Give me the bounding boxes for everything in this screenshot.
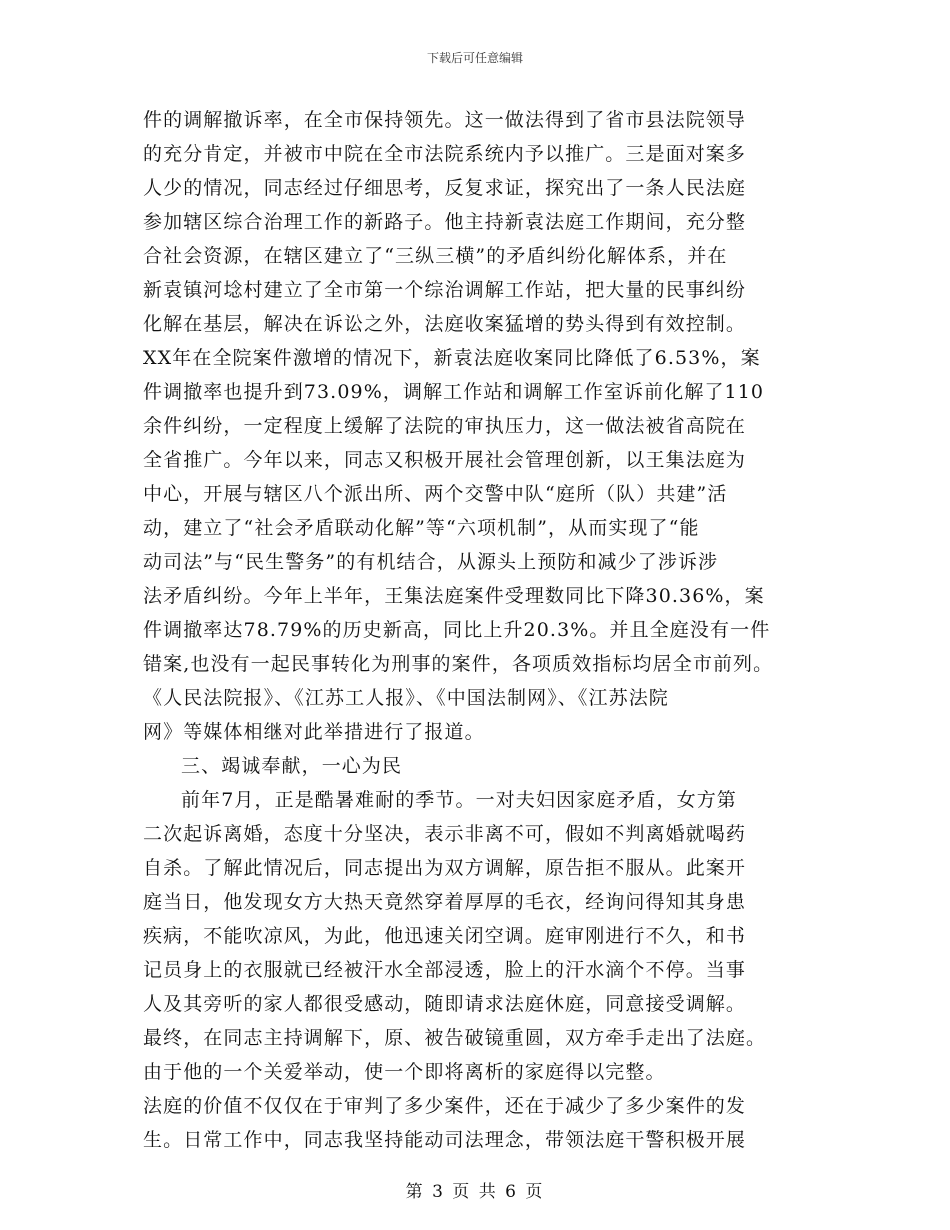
section-heading: 三、竭诚奉献，一心为民 <box>181 755 403 777</box>
header-note: 下载后可任意编辑 <box>426 51 523 65</box>
text-line: 化解在基层，解决在诉讼之外，法庭收案猛增的势头得到有效控制。 <box>143 313 747 335</box>
text-line: 错案,也没有一起民事转化为刑事的案件，各项质效指标均居全市前列。 <box>143 653 774 675</box>
text-line: 法矛盾纠纷。今年上半年，王集法庭案件受理数同比下降30.36%，案 <box>143 585 765 607</box>
text-line: 由于他的一个关爱举动，使一个即将离析的家庭得以完整。 <box>143 1061 666 1083</box>
text-line: 余件纠纷，一定程度上缓解了法院的审执压力，这一做法被省高院在 <box>143 415 747 437</box>
body-text <box>143 103 823 1157</box>
text-line: 生。日常工作中，同志我坚持能动司法理念，带领法庭干警积极开展 <box>143 1129 747 1151</box>
text-line: 庭当日，他发现女方大热天竟然穿着厚厚的毛衣，经询问得知其身患 <box>143 891 747 913</box>
text-line: 全省推广。今年以来，同志又积极开展社会管理创新，以王集法庭为 <box>143 449 747 471</box>
text-line: 记员身上的衣服就已经被汗水全部浸透，脸上的汗水滴个不停。当事 <box>143 959 747 981</box>
text-line: 人少的情况，同志经过仔细思考，反复求证，探究出了一条人民法庭 <box>143 177 747 199</box>
text-line: 参加辖区综合治理工作的新路子。他主持新袁法庭工作期间，充分整 <box>143 211 747 233</box>
text-line: 件调撤率也提升到73.09%，调解工作站和调解工作室诉前化解了110 <box>143 381 765 403</box>
text-line: 网》等媒体相继对此举措进行了报道。 <box>143 721 485 743</box>
text-line: 法庭的价值不仅仅在于审判了多少案件，还在于减少了多少案件的发 <box>143 1095 747 1117</box>
text-line: 人及其旁听的家人都很受感动，随即请求法庭休庭，同意接受调解。 <box>143 993 747 1015</box>
text-line: 动司法”与“民生警务”的有机结合，从源头上预防和减少了涉诉涉 <box>143 551 719 573</box>
text-line: 件调撤率达78.79%的历史新高，同比上升20.3%。并且全庭没有一件 <box>143 619 771 641</box>
text-line: 疾病，不能吹凉风，为此，他迅速关闭空调。庭审刚进行不久，和书 <box>143 925 747 947</box>
text-line: 二次起诉离婚，态度十分坚决，表示非离不可，假如不判离婚就喝药 <box>143 823 747 845</box>
text-line: 的充分肯定，并被市中院在全市法院系统内予以推广。三是面对案多 <box>143 143 747 165</box>
text-line: 自杀。了解此情况后，同志提出为双方调解，原告拒不服从。此案开 <box>143 857 747 879</box>
text-line: XX年在全院案件激增的情况下，新袁法庭收案同比降低了6.53%，案 <box>143 347 761 369</box>
text-line: 中心，开展与辖区八个派出所、两个交警中队“庭所（队）共建”活 <box>143 483 728 505</box>
text-line: 动，建立了“社会矛盾联动化解”等“六项机制”，从而实现了“能 <box>143 517 700 539</box>
text-line: 合社会资源，在辖区建立了“三纵三横”的矛盾纠纷化解体系，并在 <box>143 245 728 267</box>
page-number-footer: 第 3 页 共 6 页 <box>405 1182 545 1202</box>
text-line: 最终，在同志主持调解下，原、被告破镜重圆，双方牵手走出了法庭。 <box>143 1027 767 1049</box>
text-line: 新袁镇河埝村建立了全市第一个综治调解工作站，把大量的民事纠纷 <box>143 279 747 301</box>
text-line: 前年7月，正是酷暑难耐的季节。一对夫妇因家庭矛盾，女方第 <box>181 789 737 811</box>
text-line: 件的调解撤诉率，在全市保持领先。这一做法得到了省市县法院领导 <box>143 109 747 131</box>
text-line: 《人民法院报》、《江苏工人报》、《中国法制网》、《江苏法院 <box>143 687 669 709</box>
